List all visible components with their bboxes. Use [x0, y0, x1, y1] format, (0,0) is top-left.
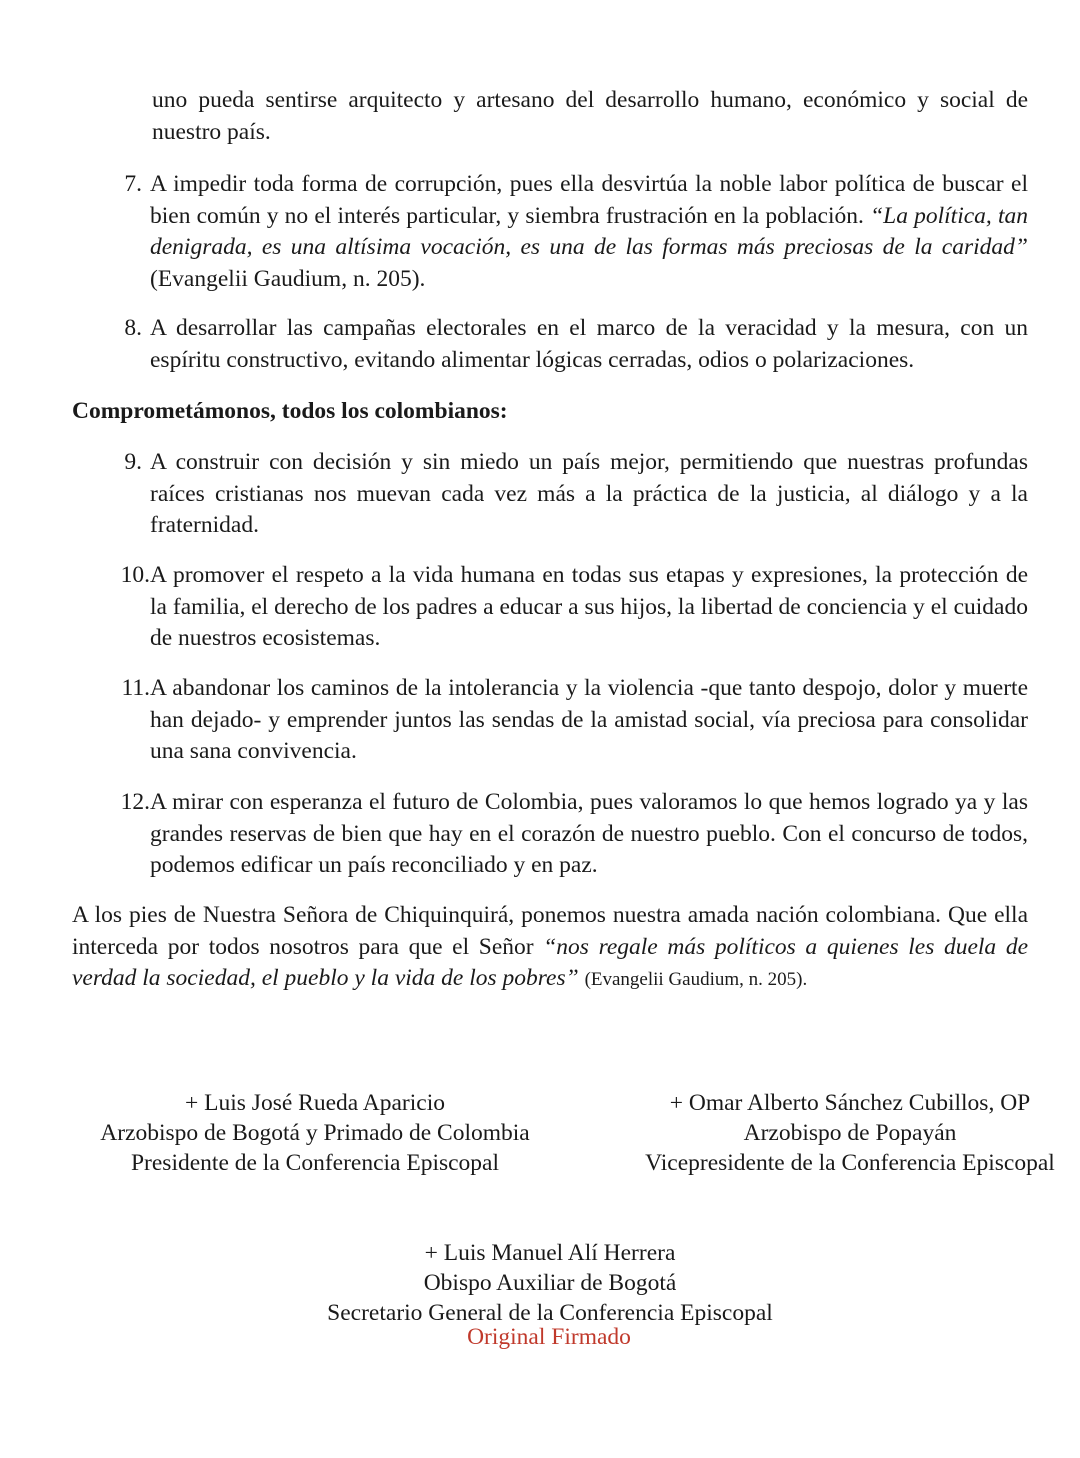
item-text: A desarrollar las campañas electorales en el marco de la veracidad y la mesura, con un espíritu constructivo, evitando alimentar lógicas cerradas, odios o polarizaciones.: [150, 315, 1028, 373]
closing-paragraph: [72, 900, 1028, 996]
item-citation: (Evangelii Gaudium, n. 205).: [150, 265, 426, 292]
closing-text: A los pies de Nuestra Señora de Chiquinquirá, ponemos nuestra amada nación colombiana. Que ella interceda por todos nosotros para que el Señor: [72, 902, 1028, 960]
closing-citation: (Evangelii Gaudium, n. 205).: [584, 969, 808, 990]
signature-block: [250, 1238, 850, 1328]
item-text: A impedir toda forma de corrupción, pues ella desvirtúa la noble labor política de buscar el bien común y no el interés particular, y siembra frustración en la población.: [150, 171, 1028, 229]
section-heading: Comprometámonos, todos los colombianos:: [72, 398, 508, 424]
item-number: 9.: [124, 449, 142, 475]
item-number: 7.: [124, 171, 142, 197]
item-text: A mirar con esperanza el futuro de Colombia, pues valoramos lo que hemos logrado ya y las grandes reservas de bien que hay en el corazón de nuestro pueblo. Con el concurso de todos, podemos edificar un país reconciliado y en paz.: [150, 789, 1028, 878]
intro-fragment: uno pueda sentirse arquitecto y artesano del desarrollo humano, económico y social de nuestro país.: [152, 87, 1028, 145]
list-item: [150, 447, 1028, 542]
signatory-title: Obispo Auxiliar de Bogotá: [423, 1270, 677, 1296]
item-quote: “La política, tan denigrada, es una altísima vocación, es una de las formas más preciosas de la caridad”: [150, 202, 1028, 260]
list-item: [150, 673, 1028, 768]
signatory-role: Presidente de la Conferencia Episcopal: [130, 1150, 500, 1176]
closing-quote: “nos regale más políticos a quienes les duela de verdad la sociedad, el pueblo y la vida de los pobres”: [72, 933, 1028, 991]
list-item: [150, 313, 1028, 376]
signatory-name: + Luis José Rueda Aparicio: [185, 1090, 445, 1116]
list-item: [150, 560, 1028, 655]
item-text: A abandonar los caminos de la intolerancia y la violencia -que tanto despojo, dolor y muerte han dejado- y emprender juntos las sendas de la amistad social, vía preciosa para consolidar una sana convivencia.: [150, 675, 1028, 764]
list-item: [150, 169, 1028, 295]
signatory-role: Vicepresidente de la Conferencia Episcopal: [645, 1150, 1055, 1176]
item-text: A promover el respeto a la vida humana en todas sus etapas y expresiones, la protección de la familia, el derecho de los padres a educar a sus hijos, la libertad de conciencia y el cuidado de nuestros ecosistemas.: [150, 562, 1028, 651]
signatory-title: Arzobispo de Bogotá y Primado de Colombia: [100, 1120, 530, 1146]
signatory-name: + Luis Manuel Alí Herrera: [424, 1240, 676, 1266]
item-text: A construir con decisión y sin miedo un país mejor, permitiendo que nuestras profundas raíces cristianas nos muevan cada vez más a la práctica de la justicia, al diálogo y a la fraternidad.: [150, 449, 1028, 538]
original-signed-note: Original Firmado: [467, 1324, 631, 1350]
signatory-name: + Omar Alberto Sánchez Cubillos, OP: [669, 1090, 1031, 1116]
signature-block: [610, 1088, 1080, 1178]
list-item: [150, 787, 1028, 882]
signatory-title: Arzobispo de Popayán: [743, 1120, 957, 1146]
item-number: 10.: [120, 562, 150, 588]
signature-block: [60, 1088, 570, 1178]
item-number: 11.: [121, 675, 150, 701]
item-number: 8.: [124, 315, 142, 341]
item-number: 12.: [120, 789, 150, 815]
signatory-role: Secretario General de la Conferencia Episcopal: [327, 1300, 773, 1326]
